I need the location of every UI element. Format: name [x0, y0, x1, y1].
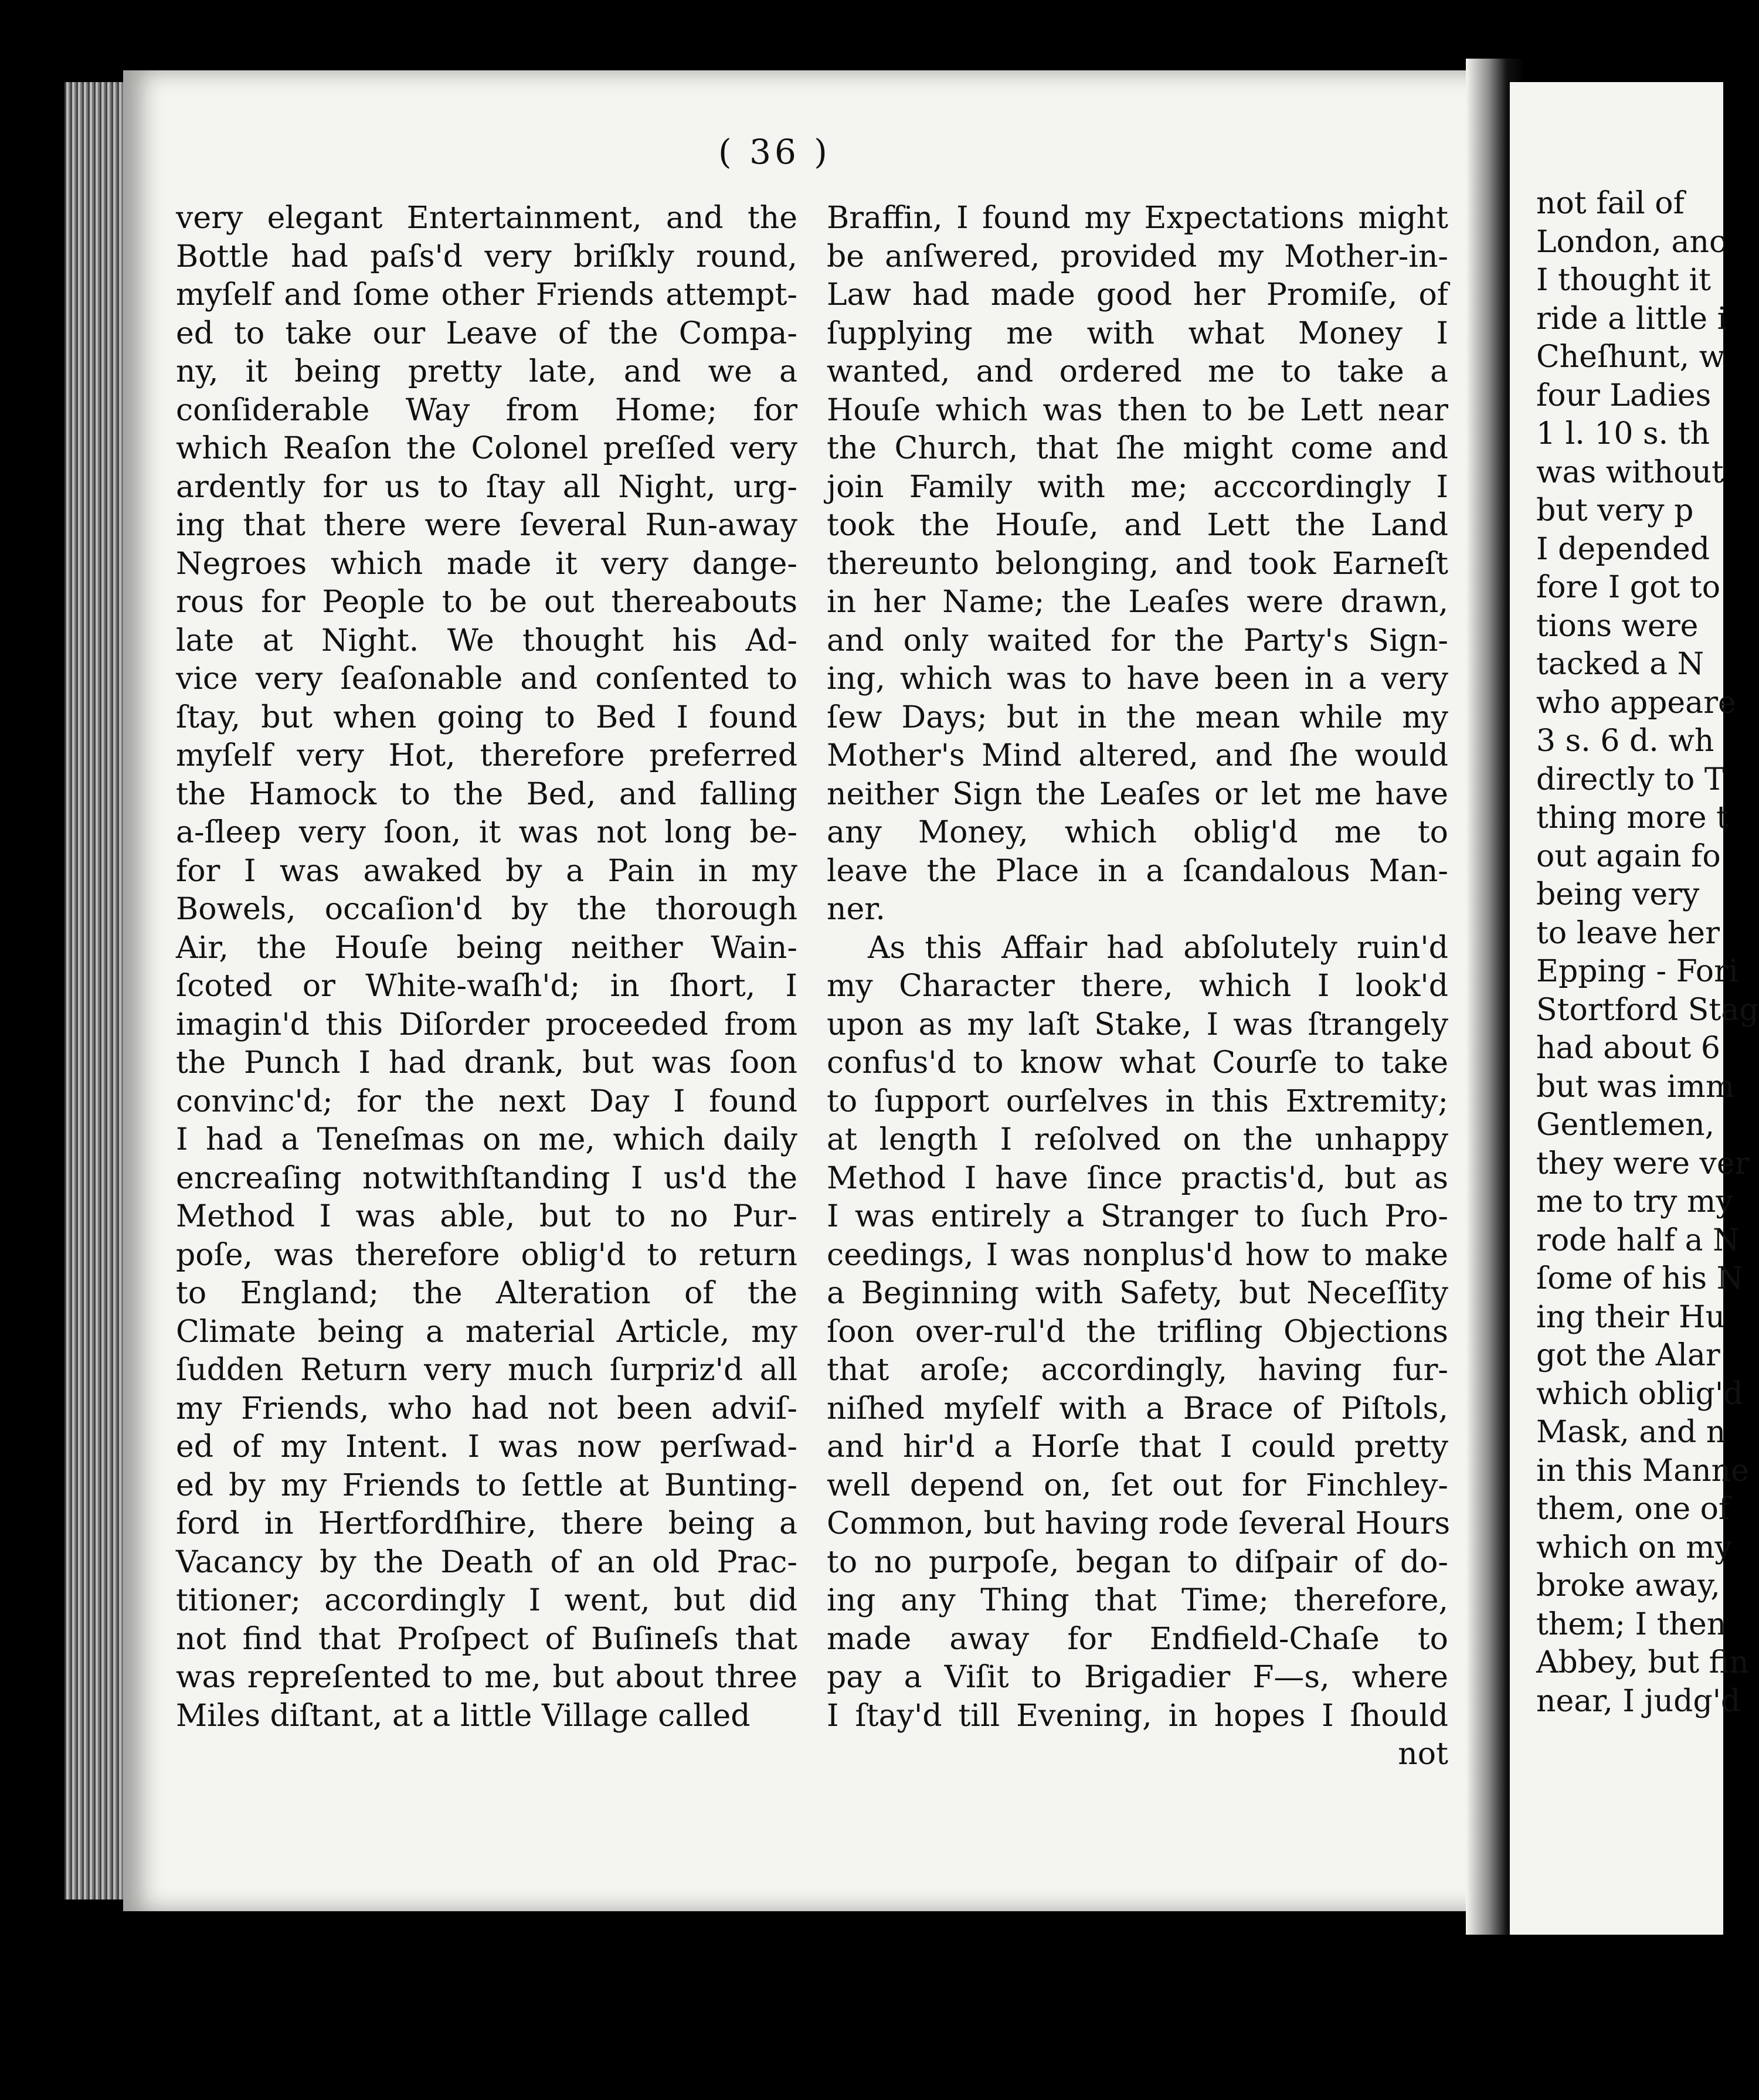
- text-line: wanted, and ordered me to take a: [827, 354, 1448, 389]
- text-line: ardently for us to ſtay all Night, urg-: [176, 469, 797, 505]
- text-line: ſupplying me with what Money I: [827, 315, 1448, 351]
- text-line: which on my: [1536, 1530, 1732, 1565]
- text-line: tacked a N: [1536, 647, 1704, 682]
- text-line: join Family with me; acccordingly I: [827, 469, 1448, 505]
- text-line: Law had made good her Promiſe, of: [827, 277, 1448, 312]
- text-line: ing that there were ſeveral Run-away: [176, 508, 797, 543]
- text-line: me to try my: [1536, 1184, 1733, 1219]
- text-line: poſe, was therefore oblig'd to return: [176, 1237, 797, 1273]
- text-line: for I was awaked by a Pain in my: [176, 853, 797, 889]
- text-line: to ſupport ourſelves in this Extremity;: [827, 1083, 1448, 1119]
- text-line: ed to take our Leave of the Compa-: [176, 315, 797, 351]
- text-line: and only waited for the Party's Sign-: [827, 623, 1448, 658]
- text-line: ſtay, but when going to Bed I found: [176, 699, 797, 735]
- text-line: Miles diſtant, at a little Village called: [176, 1698, 751, 1734]
- text-line: Common, but having rode ſeveral Hours: [827, 1506, 1451, 1541]
- text-line: rode half a N: [1536, 1222, 1740, 1258]
- text-line: I thought it: [1536, 263, 1711, 298]
- text-line: was without: [1536, 454, 1724, 490]
- text-line: As this Affair had abſolutely ruin'd: [868, 930, 1448, 966]
- text-line: niſhed myſelf with a Brace of Piſtols,: [827, 1391, 1448, 1426]
- text-line: at length I reſolved on the unhappy: [827, 1122, 1448, 1157]
- text-line: ed by my Friends to ſettle at Bunting-: [176, 1467, 797, 1503]
- text-line: ing, which was to have been in a very: [827, 661, 1448, 696]
- text-line: imagin'd this Diſorder proceeded from: [176, 1007, 797, 1042]
- text-line: Climate being a material Article, my: [176, 1314, 797, 1350]
- text-line: be anſwered, provided my Mother-in-: [827, 239, 1448, 274]
- text-line: a-ſleep very ſoon, it was not long be-: [176, 815, 797, 850]
- right-page: [1510, 82, 1759, 1935]
- text-line: not: [1398, 1737, 1448, 1772]
- text-line: ner.: [827, 892, 885, 927]
- text-line: rous for People to be out thereabouts: [176, 585, 797, 620]
- text-line: four Ladies: [1536, 378, 1712, 413]
- text-line: Mask, and n: [1536, 1415, 1726, 1450]
- text-line: them, one of: [1536, 1491, 1730, 1527]
- text-line: tions were: [1536, 608, 1699, 644]
- text-line: London, anc: [1536, 224, 1727, 260]
- text-line: not fail of: [1536, 186, 1685, 221]
- text-line: but was imm: [1536, 1069, 1735, 1105]
- text-line: being very: [1536, 877, 1700, 912]
- next-page-text-column: [1536, 185, 1759, 1721]
- text-line: myſelf very Hot, therefore preferred: [176, 738, 797, 773]
- text-line: upon as my laſt Stake, I was ſtrangely: [827, 1007, 1448, 1042]
- text-line: Method I was able, but to no Pur-: [176, 1199, 797, 1234]
- text-line: they were ver: [1536, 1146, 1750, 1181]
- text-line: ſudden Return very much ſurpriz'd all: [176, 1353, 797, 1388]
- text-line: I depended: [1536, 531, 1710, 567]
- text-line: I ſtay'd till Evening, in hopes I ſhould: [827, 1698, 1448, 1734]
- text-line: ride a little i: [1536, 301, 1727, 337]
- text-line: them; I then: [1536, 1606, 1727, 1642]
- text-line: thing more t: [1536, 800, 1729, 835]
- text-line: ny, it being pretty late, and we a: [176, 354, 797, 389]
- text-line: which oblig'd: [1536, 1376, 1743, 1412]
- text-line: titioner; accordingly I went, but did: [176, 1583, 797, 1618]
- text-line: the Punch I had drank, but was ſoon: [176, 1045, 797, 1080]
- text-line: got the Alar: [1536, 1338, 1720, 1373]
- text-line: to England; the Alteration of the: [176, 1276, 797, 1311]
- text-line: Vacancy by the Death of an old Prac-: [176, 1544, 797, 1580]
- text-line: my Character there, which I look'd: [827, 969, 1448, 1004]
- text-line: convinc'd; for the next Day I found: [176, 1083, 797, 1119]
- text-line: who appeare: [1536, 685, 1736, 721]
- text-line: took the Houſe, and Lett the Land: [827, 508, 1448, 543]
- text-line: in her Name; the Leaſes were drawn,: [827, 585, 1448, 620]
- text-line: a Beginning with Safety, but Neceſſity: [827, 1276, 1448, 1311]
- text-line: in this Manne: [1536, 1453, 1749, 1489]
- text-line: near, I judg'd: [1536, 1683, 1741, 1719]
- text-line: Negroes which made it very dange-: [176, 546, 797, 582]
- text-line: confus'd to know what Courſe to take: [827, 1045, 1448, 1080]
- text-line: conſiderable Way from Home; for: [176, 392, 797, 428]
- text-line: Method I have ſince practis'd, but as: [827, 1160, 1448, 1196]
- text-line: fore I got to: [1536, 570, 1721, 605]
- text-line: late at Night. We thought his Ad-: [176, 623, 797, 658]
- text-line: 3 s. 6 d. wh: [1536, 723, 1714, 759]
- text-line: ed of my Intent. I was now perſwad-: [176, 1429, 797, 1464]
- text-line: Mother's Mind altered, and ſhe would: [827, 738, 1448, 773]
- text-line: ſoon over-rul'd the trifling Objections: [827, 1314, 1448, 1350]
- text-line: Braffin, I found my Expectations might: [827, 201, 1448, 236]
- text-line: Air, the Houſe being neither Wain-: [176, 930, 797, 966]
- text-line: well depend on, ſet out for Finchley-: [827, 1467, 1448, 1503]
- text-line: had about 6: [1536, 1031, 1720, 1066]
- text-line: vice very ſeaſonable and conſented to: [176, 661, 797, 696]
- text-line: the Church, that ſhe might come and: [827, 431, 1448, 466]
- text-line: the Hamock to the Bed, and falling: [176, 776, 797, 812]
- text-line: ing their Hu: [1536, 1299, 1725, 1335]
- text-line: ford in Hertfordſhire, there being a: [176, 1506, 797, 1541]
- text-line: to leave her: [1536, 915, 1720, 951]
- text-line: I had a Teneſmas on me, which daily: [176, 1122, 797, 1157]
- text-line: out again fo: [1536, 838, 1721, 874]
- text-line: ſcoted or White-waſh'd; in ſhort, I: [176, 969, 797, 1004]
- text-line: leave the Place in a ſcandalous Man-: [827, 853, 1448, 889]
- text-line: ceedings, I was nonplus'd how to make: [827, 1237, 1448, 1273]
- text-line: Gentlemen,: [1536, 1107, 1715, 1143]
- text-line: which Reaſon the Colonel preſſed very: [176, 431, 797, 466]
- text-line: Houſe which was then to be Lett near: [827, 392, 1448, 428]
- text-line: I was entirely a Stranger to ſuch Pro-: [827, 1199, 1448, 1234]
- text-line: pay a Viſit to Brigadier F—s, where: [827, 1660, 1448, 1695]
- text-line: and hir'd a Horſe that I could pretty: [827, 1429, 1448, 1464]
- text-line: encreaſing notwithſtanding I us'd the: [176, 1160, 797, 1196]
- text-line: ſome of his N: [1536, 1261, 1744, 1296]
- text-line: neither Sign the Leaſes or let me have: [827, 776, 1448, 812]
- text-line: directly to T: [1536, 762, 1725, 797]
- text-line: not find that Proſpect of Buſineſs that: [176, 1621, 797, 1657]
- right-text-column: [827, 199, 1451, 1774]
- text-line: ſew Days; but in the mean while my: [827, 699, 1448, 735]
- text-line: my Friends, who had not been adviſ-: [176, 1391, 797, 1426]
- text-line: Abbey, but fin: [1536, 1645, 1749, 1680]
- text-line: ing any Thing that Time; therefore,: [827, 1583, 1448, 1618]
- text-line: thereunto belonging, and took Earneſt: [827, 546, 1448, 582]
- text-line: was repreſented to me, but about three: [176, 1660, 797, 1695]
- text-line: myſelf and ſome other Friends attempt-: [176, 277, 797, 312]
- text-line: Cheſhunt, w: [1536, 339, 1726, 375]
- left-text-column: [176, 199, 797, 1735]
- text-line: to no purpoſe, began to diſpair of do-: [827, 1544, 1448, 1580]
- text-line: that aroſe; accordingly, having fur-: [827, 1353, 1448, 1388]
- text-line: Stortford Stag: [1536, 992, 1759, 1028]
- text-line: made away for Endfield-Chaſe to: [827, 1621, 1448, 1657]
- text-line: Bottle had paſs'd very briſkly round,: [176, 239, 797, 274]
- text-line: but very p: [1536, 493, 1694, 528]
- text-line: any Money, which oblig'd me to: [827, 815, 1448, 850]
- text-line: very elegant Entertainment, and the: [176, 201, 797, 236]
- text-line: 1 l. 10 s. th: [1536, 416, 1710, 451]
- text-line: Bowels, occaſion'd by the thorough: [176, 892, 797, 927]
- text-line: broke away,: [1536, 1568, 1720, 1603]
- page-number: ( 36 ): [718, 132, 831, 172]
- text-line: Epping - Fori: [1536, 954, 1738, 989]
